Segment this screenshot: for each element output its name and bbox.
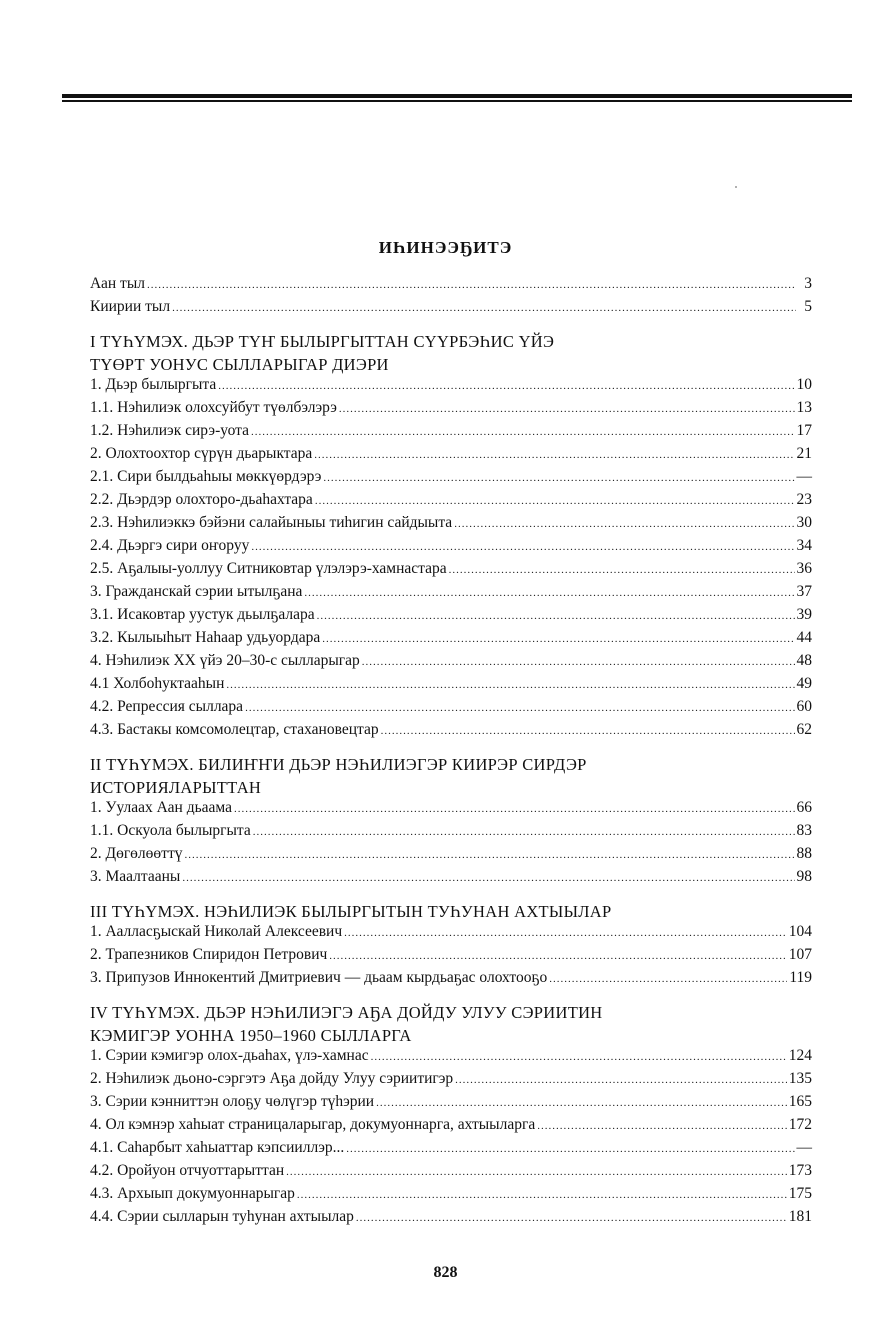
toc-entry [90, 537, 812, 560]
toc-entry-page: 107 [788, 946, 812, 963]
toc-entry-label: 1. Аалласҕыскай Николай Алексеевич [90, 923, 343, 940]
dot-leader [234, 803, 795, 815]
dot-leader [251, 541, 794, 553]
toc-entry-label: 4. Ол кэмнэр хаһыат страницаларыгар, докумуоннарга, ахтыыларга [90, 1116, 536, 1133]
chapter-section [90, 753, 812, 891]
header-rule-thin [62, 100, 852, 102]
toc-entry-page: 175 [788, 1185, 812, 1202]
page-title: ИҺИНЭЭҔИТЭ [378, 238, 513, 257]
toc-entry-page: 173 [788, 1162, 812, 1179]
chapter-section [90, 900, 812, 992]
toc-entry-label: 4.1 Холбоһуктааһын [90, 675, 225, 692]
toc-entry [90, 822, 812, 845]
toc-entry [90, 1070, 812, 1093]
toc-entry-page: 83 [796, 822, 812, 839]
toc-entry-page: 3 [804, 275, 812, 292]
dot-leader [455, 1074, 787, 1086]
dot-leader [172, 302, 796, 314]
toc-entry-page: — [796, 468, 812, 485]
dot-leader [537, 1120, 787, 1132]
chapter-heading [90, 900, 812, 923]
toc-entry [90, 675, 812, 698]
dot-leader [376, 1097, 787, 1109]
toc-entry-label: 1.2. Нэһилиэк сирэ-уота [90, 422, 249, 439]
toc-entry-label: 1. Сэрии кэмигэр олох-дьаһах, үлэ-хамнас [90, 1047, 369, 1064]
toc-entry [90, 1139, 812, 1162]
toc-entry-page: 36 [796, 560, 812, 577]
dot-leader [315, 495, 795, 507]
dot-leader [454, 518, 794, 530]
toc-entry-label: 3.1. Исаковтар уустук дьылҕалара [90, 606, 315, 623]
toc-entry [90, 629, 812, 652]
front-matter [90, 275, 812, 321]
toc-entry-page: 124 [788, 1047, 812, 1064]
dot-leader [362, 656, 795, 668]
dot-leader [329, 950, 786, 962]
chapters-list [90, 330, 812, 1231]
toc-entry-label: 1.1. Оскуола былыргыта [90, 822, 251, 839]
toc-entry-page: 44 [796, 629, 812, 646]
chapter-heading [90, 330, 812, 376]
dot-leader [322, 633, 794, 645]
chapter-heading [90, 1001, 812, 1047]
dot-leader [344, 927, 787, 939]
toc-entry-label: Киирии тыл [90, 298, 171, 315]
toc-entry-page: 181 [788, 1208, 812, 1225]
toc-entry [90, 468, 812, 491]
chapter-heading [90, 753, 812, 799]
toc-entry-page: 30 [796, 514, 812, 531]
toc-entry-label: 4.2. Оройуон отчуоттарыттан [90, 1162, 285, 1179]
toc-entry-label: Аан тыл [90, 275, 145, 292]
dot-leader [304, 587, 794, 599]
dot-leader [253, 826, 795, 838]
dot-leader [314, 449, 794, 461]
toc-entry-label: 2.1. Сири былдьаһыы мөккүөрдэрэ [90, 468, 322, 485]
toc-entry-page: 48 [796, 652, 812, 669]
toc-entry [90, 560, 812, 583]
toc-entry [90, 606, 812, 629]
toc-entry [90, 376, 812, 399]
toc-entry [90, 1093, 812, 1116]
toc-entry-label: 3.2. Кылыыһыт Наһаар удьуордара [90, 629, 321, 646]
toc-entry [90, 946, 812, 969]
toc-entry-page: 98 [796, 868, 812, 885]
dot-leader [226, 679, 794, 691]
toc-entry-label: 2.3. Нэһилиэккэ бэйэни салайыныы тиһигин сайдыыта [90, 514, 453, 531]
dot-leader [286, 1166, 787, 1178]
dot-leader [251, 426, 795, 438]
toc-entry-label: 4.1. Саһарбыт хаһыаттар кэпсииллэр... [90, 1139, 345, 1156]
chapter-heading-line: ТҮӨРТ УОНУС СЫЛЛАРЫГАР ДИЭРИ [90, 355, 389, 374]
toc-entry-label: 3. Маалтааны [90, 868, 181, 885]
toc-entry-label: 3. Сэрии кэнниттэн олоҕу чөлүгэр түһэрии [90, 1093, 375, 1110]
toc-entry [90, 1208, 812, 1231]
chapter-heading-line: IV ТҮҺҮМЭХ. ДЬЭР НЭҺИЛИЭГЭ АҔА ДОЙДУ УЛУУ СЭРИИТИН [90, 1003, 603, 1022]
toc-entry-page: 10 [796, 376, 812, 393]
toc-entry-label: 4.3. Архыып докумуоннарыгар [90, 1185, 295, 1202]
toc-entry-page: 172 [788, 1116, 812, 1133]
header-rule-thick [62, 94, 852, 98]
dot-leader [339, 403, 795, 415]
toc-entry-page: 13 [796, 399, 812, 416]
toc-entry [90, 514, 812, 537]
toc-entry [90, 1047, 812, 1070]
toc-entry [90, 445, 812, 468]
toc-entry [90, 868, 812, 891]
toc-entry [90, 1162, 812, 1185]
toc-entry-page: 34 [796, 537, 812, 554]
table-of-contents [90, 275, 812, 1231]
dot-leader [371, 1051, 787, 1063]
toc-entry-label: 1.1. Нэһилиэк олохсуйбут түөлбэлэрэ [90, 399, 337, 416]
toc-entry-page: 165 [788, 1093, 812, 1110]
toc-entry-label: 2.4. Дьэргэ сири оҥоруу [90, 537, 250, 554]
toc-entry-label: 4.3. Бастакы комсомолецтар, стахановецтар [90, 721, 379, 738]
toc-entry [90, 845, 812, 868]
toc-entry [90, 422, 812, 445]
chapter-section [90, 1001, 812, 1231]
dot-leader [182, 872, 794, 884]
toc-entry-page: 119 [789, 969, 812, 986]
dot-leader [297, 1189, 787, 1201]
toc-entry [90, 399, 812, 422]
toc-entry-page: 37 [796, 583, 812, 600]
toc-entry [90, 698, 812, 721]
dot-leader [317, 610, 795, 622]
toc-entry [90, 1185, 812, 1208]
toc-entry [90, 298, 812, 321]
chapter-heading-line: КЭМИГЭР УОННА 1950–1960 СЫЛЛАРГА [90, 1026, 412, 1045]
toc-entry-label: 2.5. Аҕалыы-уоллуу Ситниковтар үлэлэрэ-хамнастара [90, 560, 447, 577]
dot-leader [346, 1143, 794, 1155]
toc-entry [90, 275, 812, 298]
dot-leader [184, 849, 794, 861]
toc-entry [90, 799, 812, 822]
dot-leader [356, 1212, 787, 1224]
toc-entry-label: 3. Припузов Иннокентий Дмитриевич — дьаам кырдьаҕас олохтооҕо [90, 969, 548, 986]
dot-leader [218, 380, 794, 392]
toc-entry-page: 23 [796, 491, 812, 508]
chapter-heading-line: II ТҮҺҮМЭХ. БИЛИҤҤИ ДЬЭР НЭҺИЛИЭГЭР КИИРЭР СИРДЭР [90, 755, 587, 774]
toc-entry-page: 88 [796, 845, 812, 862]
toc-entry-label: 2. Нэһилиэк дьоно-сэргэтэ Аҕа дойду Улуу сэриитигэр [90, 1070, 454, 1087]
toc-entry-page: 135 [788, 1070, 812, 1087]
chapter-heading-line: ИСТОРИЯЛАРЫТТАН [90, 778, 262, 797]
toc-entry-page: 21 [796, 445, 812, 462]
chapter-heading-line: I ТҮҺҮМЭХ. ДЬЭР ТҮҤ БЫЛЫРГЫТТАН СҮҮРБЭҺИС ҮЙЭ [90, 332, 555, 351]
toc-entry-page: 104 [788, 923, 812, 940]
toc-entry-page: 5 [804, 298, 812, 315]
toc-entry [90, 583, 812, 606]
toc-entry-label: 2.2. Дьэрдэр олохторо-дьаһахтара [90, 491, 313, 508]
toc-entry [90, 923, 812, 946]
toc-entry-page: 39 [796, 606, 812, 623]
toc-entry-page: 60 [796, 698, 812, 715]
dot-leader [381, 725, 795, 737]
dot-leader [549, 973, 787, 985]
toc-entry [90, 1116, 812, 1139]
toc-entry-page: 49 [796, 675, 812, 692]
chapter-section [90, 330, 812, 744]
chapter-heading-line: III ТҮҺҮМЭХ. НЭҺИЛИЭК БЫЛЫРГЫТЫН ТУҺУНАН АХТЫЫЛАР [90, 902, 612, 921]
toc-entry-label: 2. Дөгөлөөттү [90, 845, 183, 862]
toc-entry-label: 4.4. Сэрии сылларын туһунан ахтыылар [90, 1208, 354, 1225]
toc-entry-label: 2. Олохтоохтор сүрүн дьарыктара [90, 445, 313, 462]
dot-leader [323, 472, 794, 484]
toc-entry-label: 1. Уулаах Аан дьаама [90, 799, 232, 816]
page-number: 828 [433, 1264, 458, 1281]
toc-entry [90, 969, 812, 992]
toc-entry-label: 2. Трапезников Спиридон Петрович [90, 946, 328, 963]
toc-entry-label: 4. Нэһилиэк XX үйэ 20–30-с сылларыгар [90, 652, 360, 669]
toc-entry [90, 721, 812, 744]
paper-speck [735, 186, 737, 188]
toc-entry-page: 66 [796, 799, 812, 816]
dot-leader [245, 702, 794, 714]
toc-entry [90, 491, 812, 514]
toc-entry [90, 652, 812, 675]
toc-entry-label: 3. Гражданскай сэрии ытылҕана [90, 583, 303, 600]
toc-entry-label: 4.2. Репрессия сыллара [90, 698, 244, 715]
dot-leader [147, 279, 796, 291]
toc-entry-page: — [796, 1139, 812, 1156]
toc-entry-label: 1. Дьэр былыргыта [90, 376, 217, 393]
dot-leader [449, 564, 795, 576]
toc-entry-page: 17 [796, 422, 812, 439]
toc-entry-page: 62 [796, 721, 812, 738]
